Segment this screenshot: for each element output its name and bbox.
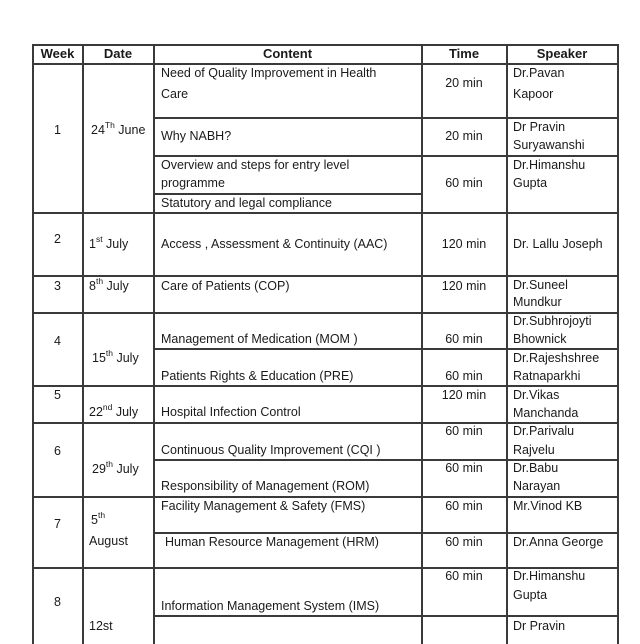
date-suffix: th [105, 347, 113, 358]
date-month: July [102, 237, 129, 251]
speaker-name: Mr.Vinod KB [513, 499, 583, 513]
session-time: 120 min [441, 237, 487, 251]
speaker-name: Mundkur [513, 295, 562, 309]
date-suffix: th [95, 275, 104, 286]
content-topic: Patients Rights & Education (PRE) [161, 369, 354, 383]
content-topic: Hospital Infection Control [161, 405, 301, 419]
session-time: 60 min [445, 424, 483, 438]
content-topic: Why NABH? [161, 129, 232, 143]
session-time: 60 min [445, 461, 483, 475]
speaker-name: Dr Pravin [513, 619, 566, 633]
session-date [89, 403, 138, 422]
date-month: July [113, 462, 139, 476]
session-date: 12st [89, 619, 113, 633]
session-time: 20 min [445, 76, 483, 90]
session-date [89, 277, 129, 296]
date-suffix: th [97, 509, 106, 520]
content-topic: Information Management System (IMS) [161, 599, 380, 613]
date-suffix: st [95, 233, 103, 244]
content-topic: Care of Patients (COP) [161, 279, 290, 293]
speaker-name: Gupta [513, 176, 548, 190]
date-month: June [114, 123, 146, 137]
header-week: Week [40, 46, 75, 61]
speaker-name: Dr.Himanshu [513, 158, 586, 172]
border [617, 44, 619, 644]
content-topic: Human Resource Management (HRM) [165, 535, 379, 549]
speaker-name: Ratnaparkhi [513, 369, 581, 383]
speaker-name: Dr.Suneel [513, 278, 568, 292]
speaker-name: Rajvelu [513, 443, 555, 457]
speaker-name: Dr.Pavan [513, 66, 565, 80]
session-time: 60 min [445, 369, 483, 383]
speaker-name: Bhownick [513, 332, 567, 346]
session-time: 20 min [445, 129, 483, 143]
speaker-name: Dr.Subhrojoyti [513, 314, 592, 328]
week-number: 8 [54, 595, 61, 609]
speaker-name: Kapoor [513, 87, 554, 101]
date-day: 24 [91, 123, 105, 137]
content-topic: Overview and steps for entry level [161, 158, 350, 172]
border [82, 44, 84, 644]
content-topic: Care [161, 87, 189, 101]
speaker-name: Dr.Vikas [513, 388, 560, 402]
session-date [89, 235, 128, 254]
date-day: 8 [89, 279, 96, 293]
content-topic: Responsibility of Management (ROM) [161, 479, 370, 493]
date-month: July [112, 405, 139, 419]
speaker-name: Dr.Parivalu [513, 424, 575, 438]
session-date-month: August [89, 534, 128, 548]
header-time: Time [448, 46, 480, 61]
date-month: July [113, 351, 139, 365]
speaker-name: Dr.Anna George [513, 535, 604, 549]
date-suffix: Th [104, 119, 115, 130]
border [153, 44, 155, 644]
week-number: 6 [54, 444, 61, 458]
week-number: 2 [54, 232, 61, 246]
content-topic: Facility Management & Safety (FMS) [161, 499, 366, 513]
speaker-name: Dr. Lallu Joseph [513, 237, 603, 251]
week-number: 4 [54, 334, 61, 348]
speaker-name: Dr Pravin [513, 120, 566, 134]
speaker-name: Manchanda [513, 406, 579, 420]
week-number: 3 [54, 279, 61, 293]
session-date [92, 349, 139, 368]
session-time: 60 min [445, 569, 483, 583]
speaker-name: Gupta [513, 588, 548, 602]
content-topic: Need of Quality Improvement in Health [161, 66, 377, 80]
session-time: 60 min [445, 332, 483, 346]
content-topic: Statutory and legal compliance [161, 196, 332, 210]
speaker-name: Dr.Himanshu [513, 569, 586, 583]
date-day: 29 [92, 462, 106, 476]
date-day: 1 [89, 237, 96, 251]
content-topic: Access , Assessment & Continuity (AAC) [161, 237, 388, 251]
date-day: 5 [91, 513, 98, 527]
session-time: 60 min [445, 535, 483, 549]
date-suffix: th [105, 458, 113, 469]
week-number: 7 [54, 517, 61, 531]
border [506, 44, 508, 644]
content-topic: programme [161, 176, 225, 190]
header-date: Date [103, 46, 133, 61]
date-month: July [103, 279, 129, 293]
session-date [91, 511, 105, 530]
session-time: 60 min [445, 499, 483, 513]
date-day: 15 [92, 351, 106, 365]
content-topic: Management of Medication (MOM ) [161, 332, 358, 346]
header-content: Content [262, 46, 313, 61]
date-suffix: nd [102, 401, 113, 412]
week-number: 1 [54, 123, 61, 137]
session-time: 120 min [441, 279, 487, 293]
speaker-name: Suryawanshi [513, 138, 585, 152]
date-day: 22 [89, 405, 103, 419]
session-date [91, 121, 145, 140]
session-date [92, 460, 139, 479]
header-speaker: Speaker [536, 46, 588, 61]
speaker-name: Dr.Rajeshshree [513, 351, 600, 365]
week-number: 5 [54, 388, 61, 402]
speaker-name: Dr.Babu [513, 461, 559, 475]
session-time: 120 min [441, 388, 487, 402]
content-topic: Continuous Quality Improvement (CQI ) [161, 443, 381, 457]
speaker-name: Narayan [513, 479, 561, 493]
session-time: 60 min [445, 176, 483, 190]
